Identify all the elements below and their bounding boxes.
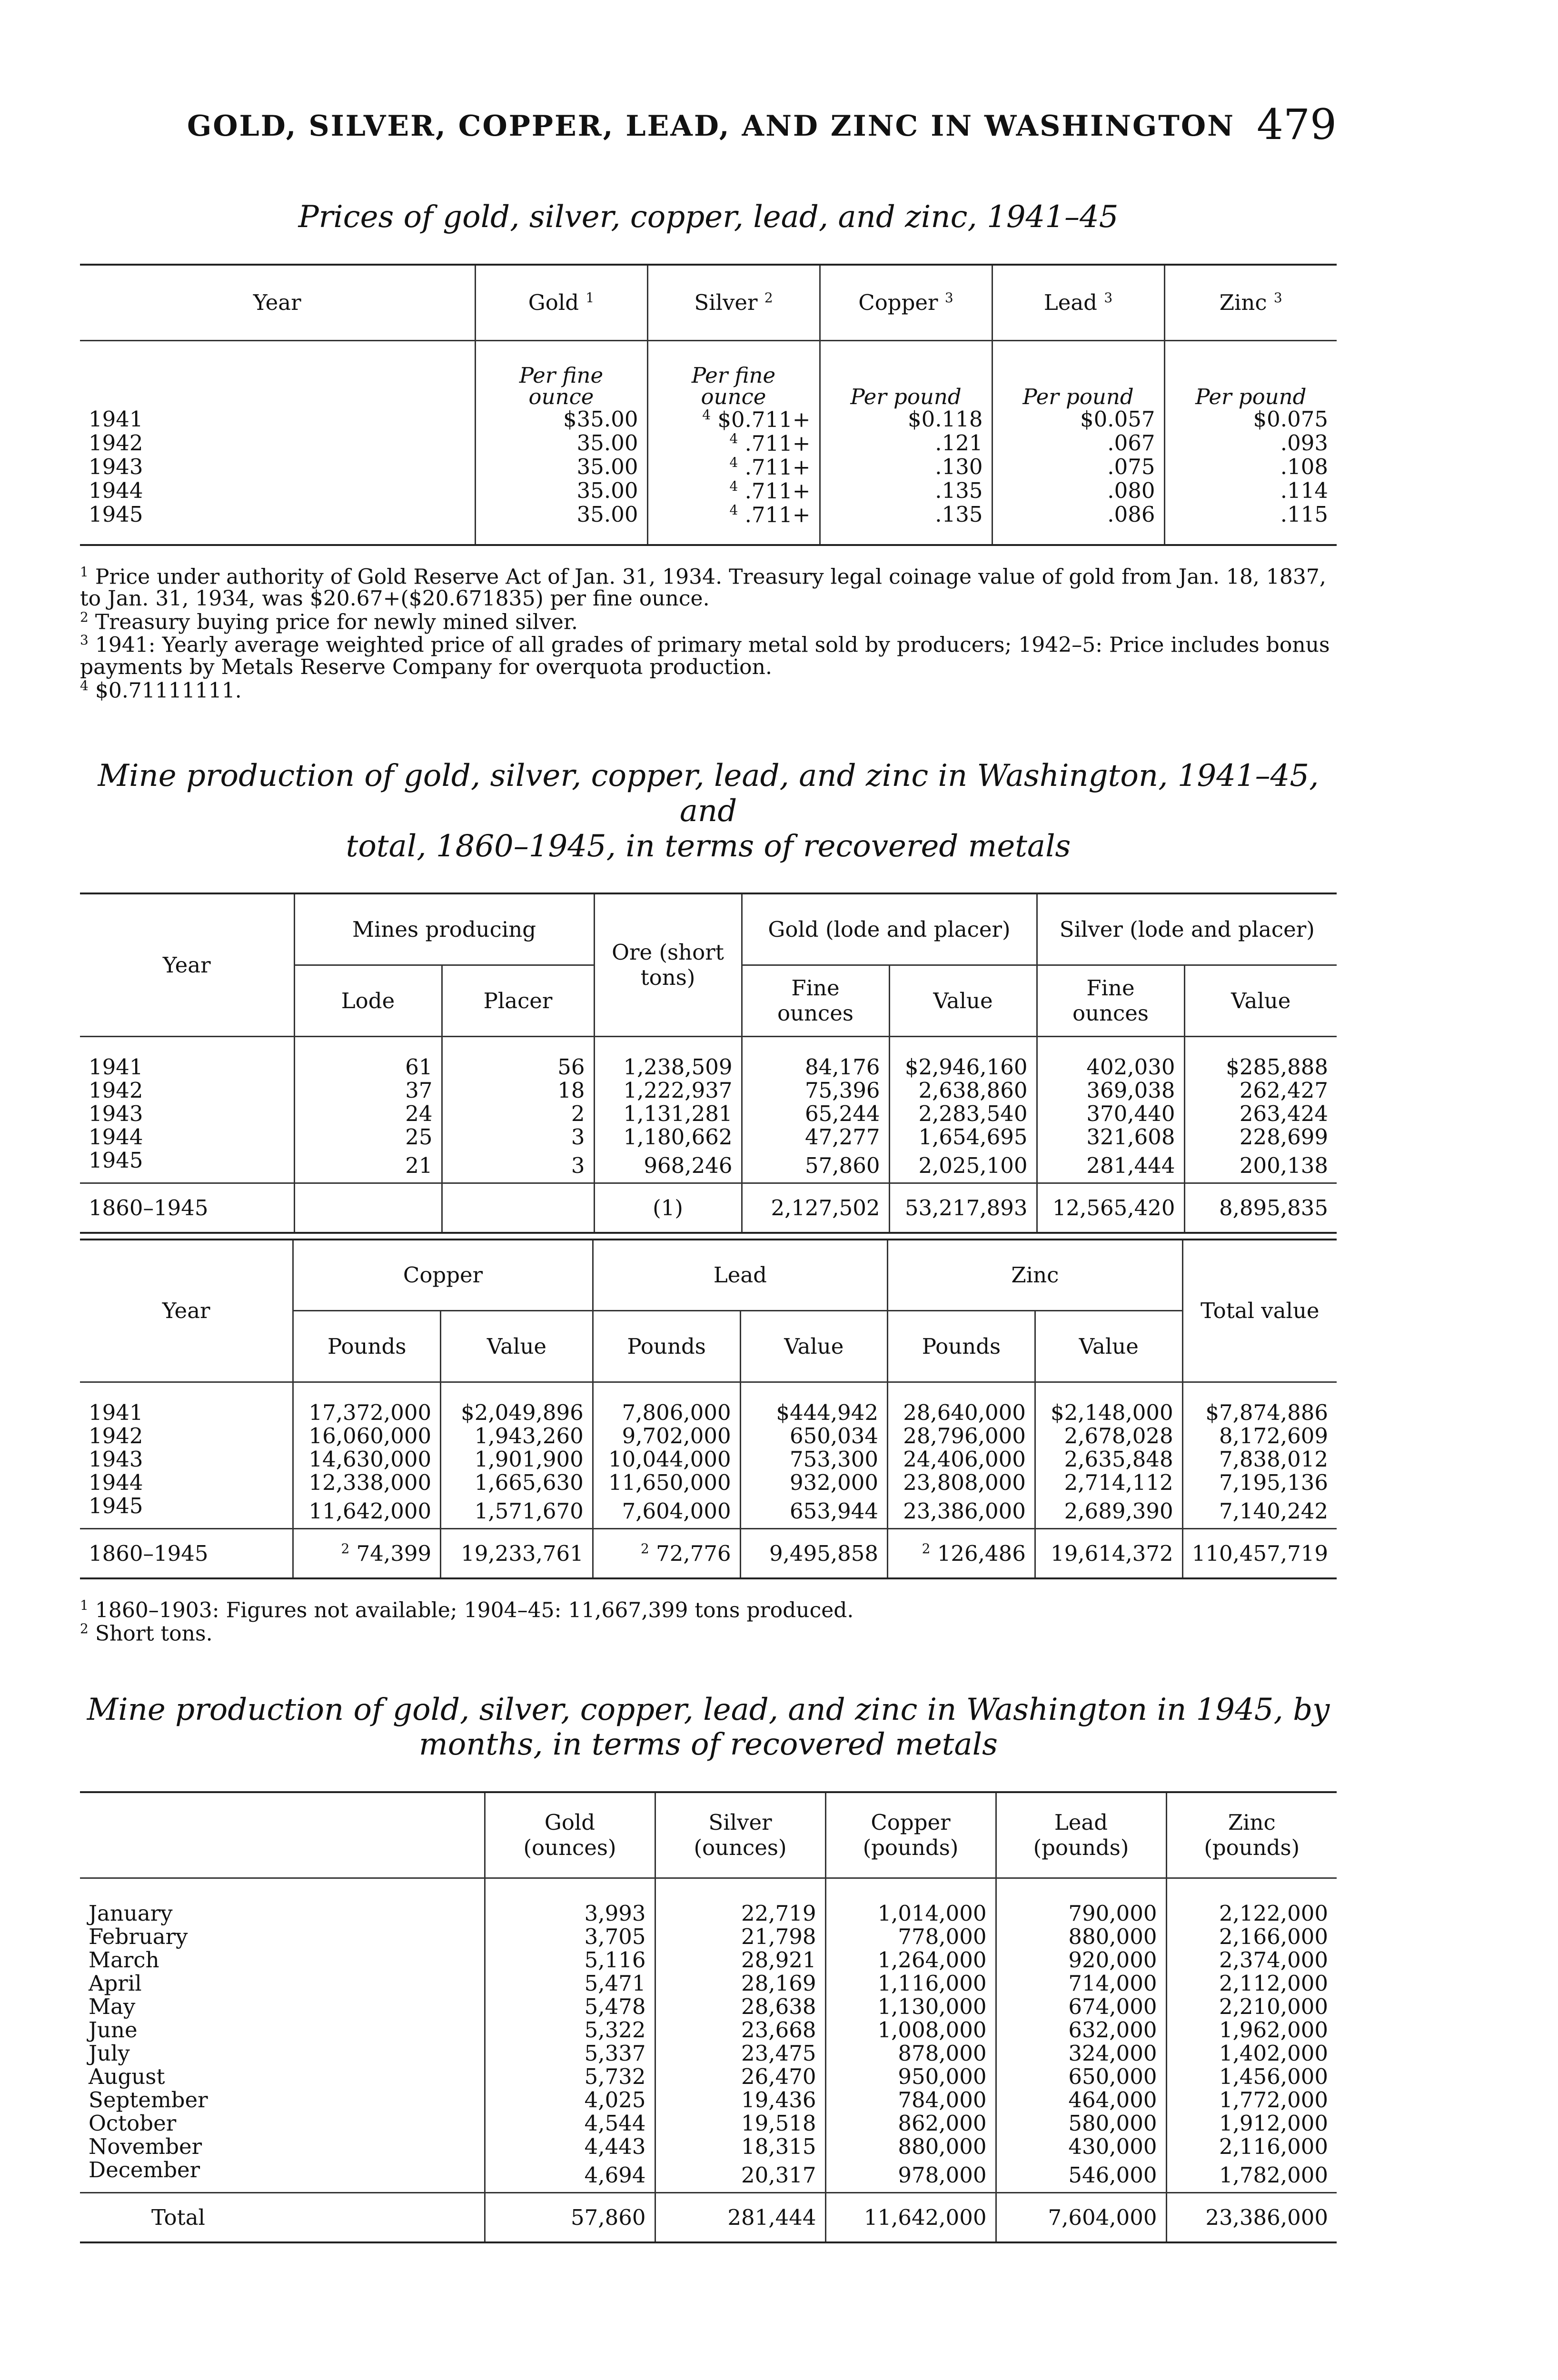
production-col-year: Year — [162, 952, 211, 978]
table-row: 1943 35.00 $^4$ .711+ .130 .075 .108 — [80, 455, 1337, 479]
table-row: 1942 35.00 $^4$ .711+ .121 .067 .093 — [80, 431, 1337, 455]
table-row: May 5,478 28,638 1,130,000 674,000 2,210,000 — [80, 1995, 1337, 2018]
footnote: $^1$ 1860–1903: Figures not available; 1904–45: 11,667,399 tons produced. — [80, 1597, 854, 1623]
table-row: January 3,993 22,719 1,014,000 790,000 2,122,000 — [80, 1878, 1337, 1925]
table-row: April 5,471 28,169 1,116,000 714,000 2,112,000 — [80, 1972, 1337, 1995]
table-row: November 4,443 18,315 880,000 430,000 2,116,000 — [80, 2135, 1337, 2158]
table-row: June 5,322 23,668 1,008,000 632,000 1,962,000 — [80, 2018, 1337, 2042]
production-col-zinc-value: Value — [1035, 1311, 1182, 1382]
production-col-placer: Placer — [442, 965, 594, 1036]
prices-footnotes — [80, 565, 1337, 702]
prices-col-gold: Gold $^1$ — [475, 265, 647, 341]
footnote: $^2$ Short tons. — [80, 1620, 213, 1646]
table-row: December 4,694 20,317 978,000 546,000 1,782,000 — [80, 2158, 1337, 2193]
table-total-row: 1860–1945 $^2$ 74,399 19,233,761 $^2$ 72,776 9,495,858 $^2$ 126,486 19,614,372 110,457,719 — [80, 1529, 1337, 1579]
prices-col-copper: Copper $^3$ — [820, 265, 992, 341]
table-total-row: Total 57,860 281,444 11,642,000 7,604,000 23,386,000 — [80, 2192, 1337, 2242]
production-col-silver-oz: Fine ounces — [1037, 965, 1184, 1036]
table-total-row: 1860–1945 (1) 2,127,502 53,217,893 12,565,420 8,895,835 — [80, 1183, 1337, 1233]
monthly-col-gold: Gold (ounces) — [485, 1792, 655, 1878]
production-group-copper: Copper — [293, 1240, 593, 1311]
production-col-copper-value: Value — [441, 1311, 593, 1382]
prices-unit-copper: Per pound — [820, 341, 992, 407]
table-row: 1944 12,338,000 1,665,630 11,650,000 932,000 23,808,000 2,714,112 7,195,136 — [80, 1471, 1337, 1494]
prices-col-zinc: Zinc $^3$ — [1164, 265, 1337, 341]
table-row: 1944 25 3 1,180,662 47,277 1,654,695 321,608 228,699 — [80, 1125, 1337, 1149]
production-group-lead: Lead — [593, 1240, 887, 1311]
prices-col-silver: Silver $^2$ — [647, 265, 820, 341]
table-row: 1941 $35.00 $^4$ $0.711+ $0.118 $0.057 $0.075 — [80, 407, 1337, 431]
table-row: 1942 37 18 1,222,937 75,396 2,638,860 369,038 262,427 — [80, 1079, 1337, 1102]
production-col-ore: Ore (short tons) — [594, 893, 742, 1036]
table-row: July 5,337 23,475 878,000 324,000 1,402,000 — [80, 2042, 1337, 2065]
table-row: 1941 61 56 1,238,509 84,176 $2,946,160 402,030 $285,888 — [80, 1036, 1337, 1079]
page — [80, 100, 1337, 2243]
table-row: 1945 35.00 $^4$ .711+ .135 .086 .115 — [80, 503, 1337, 545]
footnote: $^3$ 1941: Yearly average weighted price of all grades of primary metal sold by producers; 1942–5: Price includes bonus payments by Metals Reserve Company for overquota production. — [80, 632, 1330, 680]
table-row: 1944 35.00 $^4$ .711+ .135 .080 .114 — [80, 479, 1337, 503]
production-footnotes — [80, 1598, 1337, 1645]
production-col-lead-lb: Pounds — [593, 1311, 740, 1382]
table-row: 1941 17,372,000 $2,049,896 7,806,000 $444,942 28,640,000 $2,148,000 $7,874,886 — [80, 1382, 1337, 1425]
table-row: February 3,705 21,798 778,000 880,000 2,166,000 — [80, 1925, 1337, 1948]
footnote: $^4$ $0.71111111. — [80, 677, 242, 703]
footnote: $^2$ Treasury buying price for newly mined silver. — [80, 609, 578, 635]
production-col-copper-lb: Pounds — [293, 1311, 441, 1382]
production-table-caption: Mine production of gold, silver, copper, lead, and zinc in Washington, 1941–45, and total, 1860–1945, in terms of recovered metals — [98, 758, 1319, 864]
monthly-table-caption: Mine production of gold, silver, copper, lead, and zinc in Washington in 1945, by months, in terms of recovered metals — [87, 1692, 1330, 1763]
table-row: 1943 14,630,000 1,901,900 10,044,000 753,300 24,406,000 2,635,848 7,838,012 — [80, 1448, 1337, 1471]
production-table-part1 — [80, 892, 1337, 1234]
table-row: October 4,544 19,518 862,000 580,000 1,912,000 — [80, 2112, 1337, 2135]
prices-unit-lead: Per pound — [992, 341, 1164, 407]
production-col-lode: Lode — [294, 965, 442, 1036]
production-group-silver: Silver (lode and placer) — [1037, 893, 1337, 965]
prices-table-caption: Prices of gold, silver, copper, lead, and zinc, 1941–45 — [298, 199, 1119, 235]
production2-col-year: Year — [162, 1298, 210, 1324]
production-col-gold-oz: Fine ounces — [742, 965, 889, 1036]
monthly-col-silver: Silver (ounces) — [655, 1792, 825, 1878]
prices-unit-zinc: Per pound — [1164, 341, 1337, 407]
monthly-col-copper: Copper (pounds) — [825, 1792, 996, 1878]
production-col-gold-value: Value — [889, 965, 1037, 1036]
production-col-zinc-lb: Pounds — [888, 1311, 1035, 1382]
prices-table — [80, 264, 1337, 546]
page-number: 479 — [1257, 100, 1337, 149]
table-row: 1943 24 2 1,131,281 65,244 2,283,540 370,440 263,424 — [80, 1102, 1337, 1125]
prices-unit-silver: Per fine ounce — [647, 341, 820, 407]
prices-unit-gold: Per fine ounce — [475, 341, 647, 407]
table-row: September 4,025 19,436 784,000 464,000 1,772,000 — [80, 2088, 1337, 2112]
monthly-col-lead: Lead (pounds) — [996, 1792, 1166, 1878]
production-group-gold: Gold (lode and placer) — [742, 893, 1037, 965]
monthly-col-zinc: Zinc (pounds) — [1166, 1792, 1337, 1878]
production-table-part2 — [80, 1239, 1337, 1580]
production-col-total-value: Total value — [1182, 1240, 1337, 1382]
prices-col-lead: Lead $^3$ — [992, 265, 1164, 341]
running-head-title: GOLD, SILVER, COPPER, LEAD, AND ZINC IN WASHINGTON — [187, 109, 1235, 143]
footnote: $^1$ Price under authority of Gold Reserve Act of Jan. 31, 1934. Treasury legal coinage value of gold from Jan. 18, 1837, to Jan. 31, 1934, was $20.67+($20.671835) per fine ounce. — [80, 564, 1326, 611]
prices-col-year: Year — [253, 290, 301, 316]
monthly-table — [80, 1791, 1337, 2243]
production-group-mines: Mines producing — [294, 893, 594, 965]
production-group-zinc: Zinc — [888, 1240, 1183, 1311]
production-col-silver-value: Value — [1184, 965, 1337, 1036]
table-row: August 5,732 26,470 950,000 650,000 1,456,000 — [80, 2065, 1337, 2088]
production-col-lead-value: Value — [740, 1311, 887, 1382]
table-row: 1942 16,060,000 1,943,260 9,702,000 650,034 28,796,000 2,678,028 8,172,609 — [80, 1424, 1337, 1448]
running-head — [80, 100, 1337, 157]
table-row: 1945 21 3 968,246 57,860 2,025,100 281,444 200,138 — [80, 1149, 1337, 1183]
table-row: 1945 11,642,000 1,571,670 7,604,000 653,944 23,386,000 2,689,390 7,140,242 — [80, 1494, 1337, 1529]
table-row: March 5,116 28,921 1,264,000 920,000 2,374,000 — [80, 1948, 1337, 1972]
